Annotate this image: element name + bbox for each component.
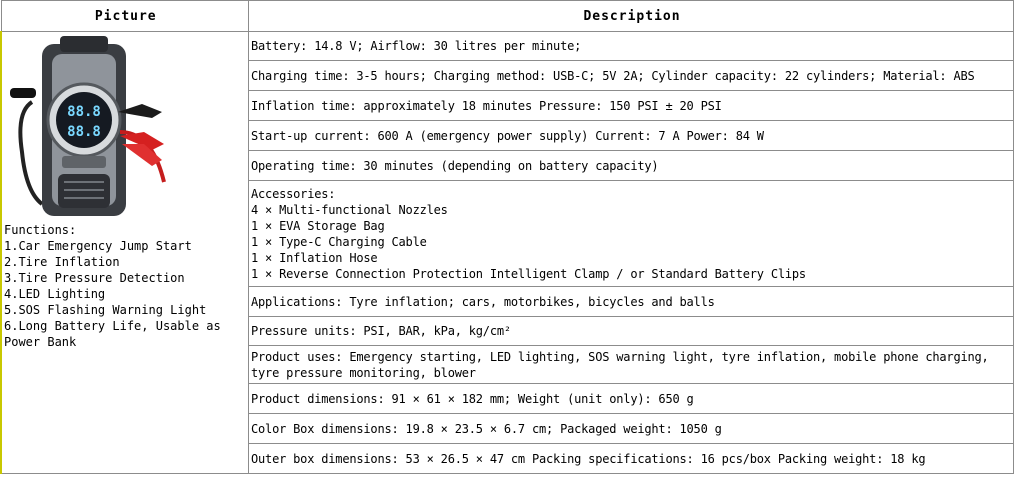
jump-starter-illustration [2, 32, 248, 222]
svg-text:88.8: 88.8 [67, 104, 101, 120]
row-product-uses[interactable]: Product uses: Emergency starting, LED lighting, SOS warning light, tyre inflation, mobile phone charging, tyre pressure monitoring, blower [249, 346, 1014, 384]
row-applications[interactable]: Applications: Tyre inflation; cars, motorbikes, bicycles and balls [249, 287, 1014, 317]
accessories-title: Accessories: [251, 186, 336, 201]
row-accessories[interactable] [249, 181, 1014, 287]
accessory-item: 1 × EVA Storage Bag [251, 218, 385, 233]
function-item: 2.Tire Inflation [4, 255, 120, 269]
row-charging[interactable]: Charging time: 3-5 hours; Charging method: USB-C; 5V 2A; Cylinder capacity: 22 cylinders; Material: ABS [249, 61, 1014, 91]
function-item: 1.Car Emergency Jump Start [4, 239, 192, 253]
hose-icon [20, 102, 42, 204]
row-startup-current[interactable]: Start-up current: 600 A (emergency power supply) Current: 7 A Power: 84 W [249, 121, 1014, 151]
functions-title: Functions: [4, 223, 77, 237]
function-item: 4.LED Lighting [4, 287, 106, 301]
row-operating-time[interactable]: Operating time: 30 minutes (depending on battery capacity) [249, 151, 1014, 181]
nozzle-icon [10, 88, 36, 98]
row-battery[interactable]: Battery: 14.8 V; Airflow: 30 litres per minute; [249, 32, 1014, 61]
row-inflation[interactable]: Inflation time: approximately 18 minutes Pressure: 150 PSI ± 20 PSI [249, 91, 1014, 121]
accessory-item: 1 × Reverse Connection Protection Intelligent Clamp / or Standard Battery Clips [251, 266, 806, 281]
accessory-item: 1 × Inflation Hose [251, 250, 378, 265]
product-image [2, 32, 248, 222]
row-product-dimensions[interactable]: Product dimensions: 91 × 61 × 182 mm; Weight (unit only): 650 g [249, 384, 1014, 414]
svg-text:88.8: 88.8 [67, 124, 101, 140]
header-picture[interactable]: Picture [1, 1, 249, 32]
accessories-list [251, 202, 1013, 282]
function-item: 6.Long Battery Life, Usable as Power Bank [4, 319, 221, 349]
accessory-item: 4 × Multi-functional Nozzles [251, 202, 448, 217]
accessory-item: 1 × Type-C Charging Cable [251, 234, 427, 249]
header-description[interactable]: Description [249, 1, 1014, 32]
functions-list [2, 238, 248, 350]
row-color-box[interactable]: Color Box dimensions: 19.8 × 23.5 × 6.7 cm; Packaged weight: 1050 g [249, 414, 1014, 444]
row-pressure-units[interactable]: Pressure units: PSI, BAR, kPa, kg/cm² [249, 317, 1014, 346]
function-item: 5.SOS Flashing Warning Light [4, 303, 207, 317]
picture-cell[interactable] [1, 32, 249, 474]
row-outer-box[interactable]: Outer box dimensions: 53 × 26.5 × 47 cm Packing specifications: 16 pcs/box Packing weight: 18 kg [249, 444, 1014, 474]
function-item: 3.Tire Pressure Detection [4, 271, 185, 285]
